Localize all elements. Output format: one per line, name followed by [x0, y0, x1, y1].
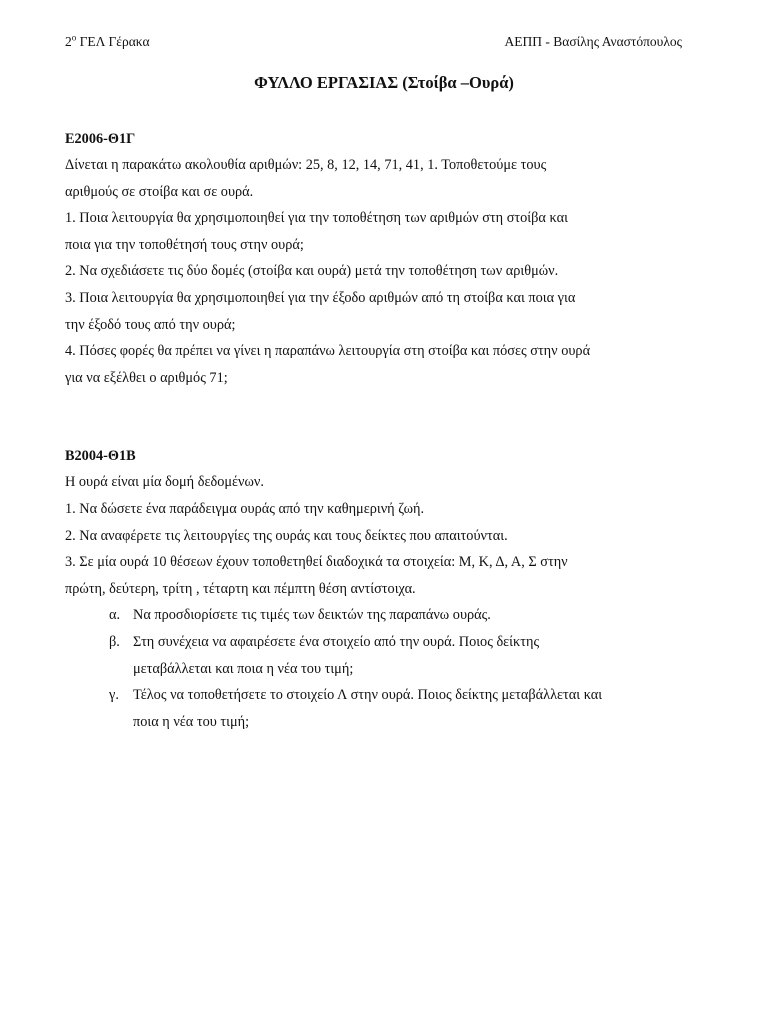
sub-question-a — [65, 602, 695, 629]
text-line: για να εξέλθει ο αριθμός 71; — [65, 369, 228, 386]
text-line: ποια για την τοποθέτησή τους στην ουρά; — [65, 236, 304, 253]
sub-question-c — [65, 682, 695, 735]
worksheet-content — [65, 126, 695, 735]
sub-question-marker: α. — [109, 607, 121, 624]
text-line: ποια η νέα του τιμή; — [133, 713, 250, 730]
exercise-heading: Ε2006-Θ1Γ — [65, 131, 136, 147]
text-line: Να προσδιορίσετε τις τιμές των δεικτών της παραπάνω ουράς. — [133, 607, 491, 624]
page-header — [65, 34, 682, 54]
text-line: πρώτη, δεύτερη, τρίτη , τέταρτη και πέμπτη θέση αντίστοιχα. — [65, 580, 416, 597]
text-line: Η ουρά είναι μία δομή δεδομένων. — [65, 474, 264, 491]
exercise-section-1 — [65, 126, 695, 391]
header-school-name: ΓΕΛ Γέρακα — [76, 34, 150, 49]
sub-question-b — [65, 629, 695, 682]
text-line: Δίνεται η παρακάτω ακολουθία αριθμών: 25, 8, 12, 14, 71, 41, 1. Τοποθετούμε τους — [65, 157, 547, 173]
text-line: αριθμούς σε στοίβα και σε ουρά. — [65, 183, 254, 200]
header-school-ordinal: ο — [71, 32, 77, 43]
text-line: μεταβάλλεται και ποια η νέα του τιμή; — [133, 660, 354, 677]
sub-question-marker: γ. — [109, 687, 119, 704]
header-author: ΑΕΠΠ - Βασίλης Αναστόπουλος — [504, 34, 682, 49]
text-line: 2. Να αναφέρετε τις λειτουργίες της ουράς και τους δείκτες που απαιτούνται. — [65, 527, 508, 544]
text-line: 1. Ποια λειτουργία θα χρησιμοποιηθεί για την τοποθέτηση των αριθμών στη στοίβα και — [65, 210, 568, 227]
text-line: 4. Πόσες φορές θα πρέπει να γίνει η παραπάνω λειτουργία στη στοίβα και πόσες στην ουρά — [65, 343, 591, 360]
worksheet-title: ΦΥΛΛΟ ΕΡΓΑΣΙΑΣ (Στοίβα –Ουρά) — [254, 73, 514, 92]
sub-question-marker: β. — [109, 633, 120, 650]
text-line: 1. Να δώσετε ένα παράδειγμα ουράς από την καθημερινή ζωή. — [65, 500, 425, 517]
text-line: Στη συνέχεια να αφαιρέσετε ένα στοιχείο από την ουρά. Ποιος δείκτης — [133, 633, 540, 650]
section-spacer — [65, 391, 695, 443]
exercise-section-2 — [65, 443, 695, 735]
text-line: 3. Σε μία ουρά 10 θέσεων έχουν τοποθετηθεί διαδοχικά τα στοιχεία: Μ, Κ, Δ, Α, Σ στην — [65, 554, 568, 571]
header-school-number: 2 — [65, 34, 72, 49]
exercise-heading: Β2004-Θ1Β — [65, 448, 136, 465]
header-school — [65, 34, 150, 50]
text-line: 2. Να σχεδιάσετε τις δύο δομές (στοίβα και ουρά) μετά την τοποθέτηση των αριθμών. — [65, 263, 559, 280]
text-line: την έξοδό τους από την ουρά; — [65, 316, 236, 333]
text-line: Τέλος να τοποθετήσετε το στοιχείο Λ στην ουρά. Ποιος δείκτης μεταβάλλεται και — [133, 687, 603, 704]
text-line: 3. Ποια λειτουργία θα χρησιμοποιηθεί για την έξοδο αριθμών από τη στοίβα και ποια για — [65, 289, 576, 306]
